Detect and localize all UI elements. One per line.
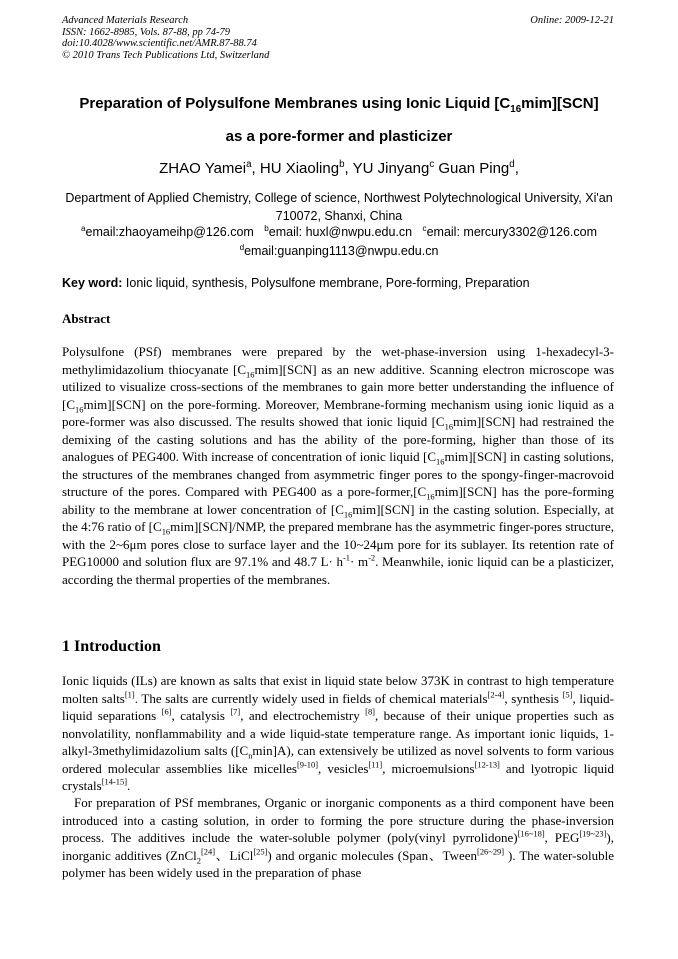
text-run: Ionic liquids (ILs) are known as salts that exist in liquid state below 373K in contrast to high temperature molten salts	[62, 673, 614, 706]
author: ZHAO Yamei$^a$,	[159, 159, 260, 177]
text-run: min]A), can extensively be utilized as novel solvents to form various ordered molecular assemblies like micelles	[62, 743, 614, 776]
email-c[interactable]: email: mercury3302@126.com	[426, 225, 597, 239]
text-run: . The salts are currently widely used in fields of chemical materials	[134, 690, 488, 706]
text-run: [7]	[230, 706, 241, 717]
city: 710072, Shanxi, China	[275, 209, 403, 223]
text-run: , microemulsions	[382, 760, 475, 776]
text-run: 、LiCl	[215, 847, 254, 863]
text-run: [19~23]	[579, 828, 607, 839]
text-run: Polysulfone (PSf) membranes were prepared by the wet-phase-inversion using 1-hexadecyl-3-methylimidazolium thiocyanate [C	[62, 344, 614, 377]
text-run: [25]	[253, 846, 268, 857]
text-run: mim][SCN] as an new additive. Scanning electron microscope was utilized to visualize cross-sections of the membranes to gain more better understanding the influence of [C	[62, 361, 614, 412]
text-run: mim][SCN] in casting solutions, the structures of the membranes changed from asymmetric finger pores to the spongy-finger-macrovoid structure of the pores. Compared with PEG400 as a pore-former,[C	[62, 449, 615, 499]
text-run: 16	[246, 369, 255, 380]
text-run: ) and organic molecules (Span、Tween	[267, 847, 478, 863]
text-run: -2	[368, 552, 376, 563]
introduction-heading: 1 Introduction	[62, 638, 161, 655]
text-run: ). The water-soluble polymer has been widely used in the preparation of phase	[62, 847, 615, 880]
text-run: 16	[75, 404, 84, 415]
text-run: [16~18]	[517, 828, 545, 839]
text-run: [11]	[368, 759, 383, 770]
text-run: [26~29]	[477, 846, 505, 857]
text-run: mim][SCN] has the pore-forming ability to the membrane at lower concentration of [C	[62, 484, 614, 517]
author-list	[50, 160, 628, 177]
author: YU Jinyang$^c$	[352, 159, 435, 177]
email-line: $^a$email:zhaoyameihp@126.com $^b$email: huxl@nwpu.edu.cn $^c$email: mercury3302@126.com	[80, 223, 597, 239]
text-run: 16	[444, 421, 454, 432]
text-run: .	[127, 778, 131, 793]
copyright-line: © 2010 Trans Tech Publications Ltd, Switzerland	[62, 49, 270, 61]
text-run: , liquid-liquid separations	[62, 690, 615, 723]
text-run: , catalysis	[171, 708, 231, 723]
email-line-2: $^d$email:guanping1113@nwpu.edu.cn	[239, 242, 439, 258]
online-date: Online: 2009-12-21	[530, 15, 614, 26]
text-run: [6]	[161, 706, 172, 717]
text-run: and lyotropic liquid crystals	[62, 760, 614, 793]
affiliation	[50, 189, 628, 225]
text-run: [5]	[562, 689, 573, 700]
email-a[interactable]: email:zhaoyameihp@126.com	[85, 225, 254, 239]
text-run: [1]	[124, 689, 135, 700]
keywords-text: Ionic liquid, synthesis, Polysulfone membrane, Pore-forming, Preparation	[122, 276, 530, 290]
text-run: , PEG	[544, 830, 580, 845]
text-run: , vesicles	[318, 760, 369, 776]
abstract-paragraph	[62, 343, 614, 588]
text-run: [24]	[201, 846, 216, 857]
journal-name: Advanced Materials Research	[62, 15, 189, 26]
issn-line: ISSN: 1662-8985, Vols. 87-88, pp 74-79	[62, 26, 230, 38]
text-run: , and electrochemistry	[240, 708, 366, 723]
text-run: mim][SCN] had restrained the demixing of the casting solutions and has the ability of the pore-forming, higher than those of its analogues of PEG400. With increase of concentration of ionic liquid [C	[62, 414, 614, 464]
text-run: 16	[436, 456, 445, 467]
text-run: For preparation of PSf membranes, Organic or inorganic components as a third component have been introduced into a casting solution, in order to forming the pore structure during the phase-inversion process. The additives include the water-soluble polymer (poly(vinyl pyrrolidone)	[62, 795, 614, 845]
journal-header	[62, 15, 462, 61]
text-run: , because of their unique properties such as nonvolatility, nonflammability and a wide liquid-state temperature range. As important ionic liquids, 1-alkyl-3methylimidazolium salts ([C	[62, 708, 614, 758]
text-run: [8]	[365, 706, 375, 717]
text-run: · m	[350, 554, 369, 569]
text-run: [2-4]	[487, 689, 505, 700]
paper-title-line2: as a pore-former and plasticizer	[225, 128, 453, 145]
text-run: 16	[426, 491, 435, 502]
intro-paragraph-2	[62, 794, 614, 882]
text-run: 2	[196, 855, 201, 866]
author: Guan Ping$^d$,	[438, 159, 519, 177]
email-d[interactable]: email:guanping1113@nwpu.edu.cn	[244, 244, 439, 258]
text-run: . Meanwhile, ionic liquid can be a plasticizer, according the thermal properties of the membranes.	[62, 554, 614, 587]
text-run: -1	[342, 552, 351, 563]
text-run: [14-15]	[101, 776, 128, 787]
department: Department of Applied Chemistry, College of science, Northwest Polytechnological University, Xi'an	[65, 191, 613, 205]
author: HU Xiaoling$^b$,	[259, 159, 353, 177]
text-run: , synthesis	[504, 690, 563, 706]
text-run: mim][SCN] in the casting solution. Especially, at the 4:76 ratio of [C	[62, 501, 614, 534]
paper-title-line1: Preparation of Polysulfone Membranes using Ionic Liquid $[C_{16}mim][SCN]$	[79, 95, 599, 115]
intro-paragraph-1	[62, 672, 614, 795]
keywords	[62, 276, 622, 290]
text-run: mim][SCN] on the pore-forming. Moreover, Membrane-forming mechanism using ionic liquid as a pore-former was also discussed. The results showed that ionic liquid [C	[62, 396, 614, 429]
text-run: ), inorganic additives (ZnCl	[62, 830, 614, 863]
text-run: [9-10]	[296, 759, 319, 770]
abstract-heading: Abstract	[62, 311, 111, 326]
text-run: 16	[343, 509, 353, 520]
keywords-label: Key word:	[62, 276, 123, 290]
text-run: 16	[161, 526, 171, 537]
text-run: mim][SCN]/NMP, the prepared membrane has the asymmetric finger-pores structure, with the 2~6μm pores close to surface layer and the 10~24μm pore for its sublayer. Its retention rate of PEG10000 and solution flux are 97.1% and 48.7 L· h	[62, 519, 614, 569]
text-run: [12-13]	[474, 759, 500, 770]
text-run: n	[248, 750, 253, 761]
email-b[interactable]: email: huxl@nwpu.edu.cn	[268, 225, 413, 239]
doi-line: doi:10.4028/www.scientific.net/AMR.87-88.74	[62, 38, 257, 49]
